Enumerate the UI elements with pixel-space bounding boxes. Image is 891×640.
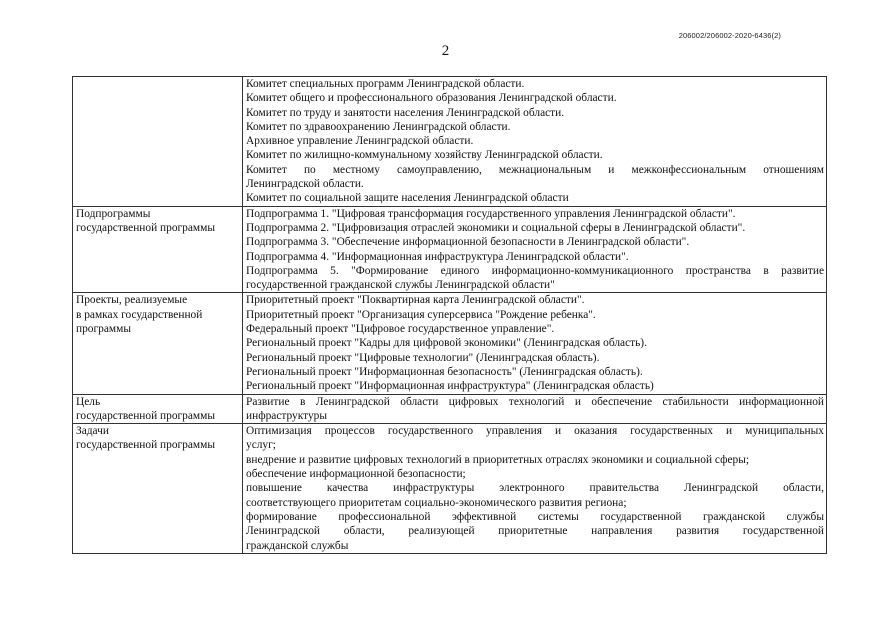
content-line: Комитет специальных программ Ленинградской области.	[246, 78, 525, 90]
program-passport-table	[72, 76, 827, 554]
row-content-cell	[243, 394, 827, 424]
table-body	[73, 77, 827, 554]
row-label-line: государственной программы	[76, 409, 216, 422]
content-line: услуг;	[246, 439, 276, 452]
content-line: Ленинградской области.	[246, 178, 364, 191]
page-number: 2	[441, 43, 450, 59]
content-line: инфраструктуры	[246, 409, 327, 422]
content-line: внедрение и развитие цифровых технологий в приоритетных отраслях экономики и социальной сферы;	[246, 453, 750, 466]
row-content-cell	[243, 424, 827, 554]
content-line: обеспечение информационной безопасности;	[246, 468, 466, 481]
content-line: Приоритетный проект "Поквартирная карта Ленинградской области".	[246, 294, 585, 307]
content-line: Подпрограмма 5. "Формирование единого информационно-коммуникационного пространства в развитие	[246, 264, 824, 277]
row-label-line: Цель	[76, 395, 101, 408]
content-line: Региональный проект "Цифровые технологии" (Ленинградская область).	[246, 351, 600, 364]
content-line: соответствующего приоритетам социально-экономического развития региона;	[246, 496, 627, 509]
content-line: Комитет по местному самоуправлению, межнациональным и межконфессиональным отношениям	[246, 163, 824, 176]
content-line: Комитет общего и профессионального образования Ленинградской области.	[246, 92, 617, 105]
row-label-cell	[73, 424, 243, 554]
content-line: формирование профессиональной эффективной системы государственной гражданской службы	[246, 510, 824, 523]
content-line: Региональный проект "Информационная инфраструктура" (Ленинградская область)	[246, 380, 654, 393]
content-line: Подпрограмма 4. "Информационная инфраструктура Ленинградской области".	[246, 250, 629, 263]
content-line: Оптимизация процессов государственного управления и оказания государственных и муниципальных	[246, 425, 824, 438]
row-label-line: Подпрограммы	[76, 207, 151, 220]
content-line: гражданской службы	[246, 539, 349, 552]
content-line: Подпрограмма 3. "Обеспечение информационной безопасности в Ленинградской области".	[246, 236, 690, 249]
content-line: повышение качества инфраструктуры электронного правительства Ленинградской области,	[246, 482, 824, 495]
row-label-line: Проекты, реализуемые	[76, 294, 188, 307]
table-row	[73, 424, 827, 554]
row-label-line: программы	[76, 323, 131, 336]
content-line: Комитет по социальной защите населения Ленинградской области	[246, 192, 569, 205]
row-label-cell	[73, 293, 243, 394]
row-label-cell	[73, 206, 243, 293]
content-line: Федеральный проект "Цифровое государственное управление".	[246, 323, 555, 336]
content-line: государственной гражданской службы Ленинградской области"	[246, 279, 555, 292]
table-row	[73, 394, 827, 424]
content-line: Приоритетный проект "Организация суперсервиса "Рождение ребенка".	[246, 308, 596, 321]
content-line: Комитет по труду и занятости населения Ленинградской области.	[246, 106, 565, 119]
row-label-line: государственной программы	[76, 221, 216, 234]
content-line: Подпрограмма 1. "Цифровая трансформация государственного управления Ленинградской области".	[246, 207, 736, 220]
row-content-cell	[243, 206, 827, 293]
row-label-cell	[73, 394, 243, 424]
row-content-cell	[243, 293, 827, 394]
document-id: 206002/206002-2020-6436(2)	[678, 31, 781, 40]
content-line: Региональный проект "Кадры для цифровой экономики" (Ленинградская область).	[246, 337, 647, 350]
row-content-cell	[243, 77, 827, 207]
row-label-line: в рамках государственной	[76, 308, 203, 321]
row-label-cell	[73, 77, 243, 207]
table-row	[73, 206, 827, 293]
row-label-line: Задачи	[76, 425, 109, 438]
content-line: Архивное управление Ленинградской области.	[246, 135, 474, 148]
content-line: Подпрограмма 2. "Цифровизация отраслей экономики и социальной сферы в Ленинградской области".	[246, 221, 746, 234]
row-label-line: государственной программы	[76, 439, 216, 452]
content-line: Комитет по здравоохранению Ленинградской области.	[246, 120, 511, 133]
content-line: Региональный проект "Информационная безопасность" (Ленинградская область).	[246, 365, 643, 378]
table-row	[73, 293, 827, 394]
content-line: Ленинградской области, реализующей приоритетные направления развития государственной	[246, 525, 824, 538]
content-line: Развитие в Ленинградской области цифровых технологий и обеспечение стабильности информационной	[246, 395, 824, 408]
content-line: Комитет по жилищно-коммунальному хозяйству Ленинградской области.	[246, 149, 603, 162]
table-row	[73, 77, 827, 207]
